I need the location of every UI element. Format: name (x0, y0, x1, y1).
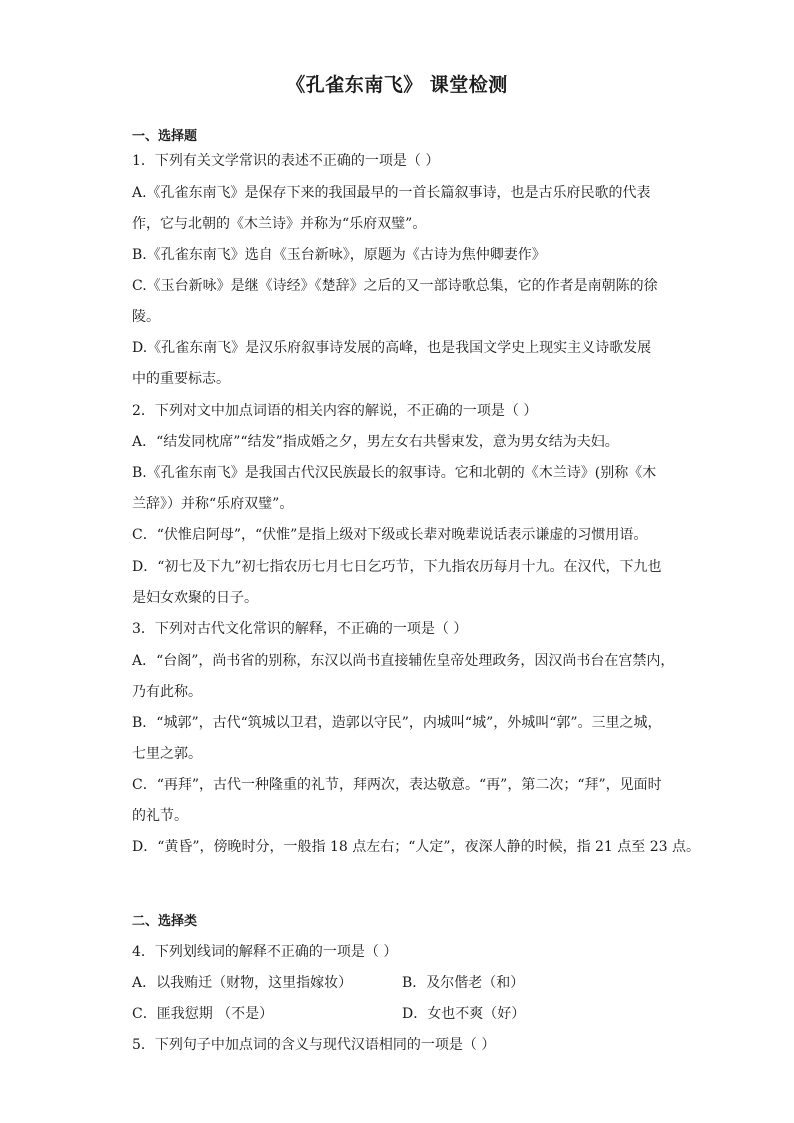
q4-options-row-1 (132, 972, 672, 992)
q2-option-d: D．“初七及下九”初七指农历七月七日乞巧节，下九指农历每月十九。在汉代，下九也 (132, 559, 662, 575)
q3-option-d: D．“黄昏”，傍晚时分，一般指 18 点左右；“人定”，夜深人静的时候，指 21 点至 23 点。 (132, 839, 700, 855)
q4-option-c: C．匪我愆期 （不是） (132, 1006, 274, 1022)
q4-options-row-2 (132, 1003, 672, 1023)
section-heading-choice: 一、选择题 (132, 129, 198, 144)
q3-option-a: A．“台阁”，尚书省的别称，东汉以尚书直接辅佐皇帝处理政务，因汉尚书台在宫禁内， (132, 653, 675, 669)
q4-stem: 4．下列划线词的解释不正确的一项是（ ） (132, 944, 398, 960)
q4-option-d: D．女也不爽（好） (402, 1006, 526, 1022)
q2-option-b-cont: 兰辞》）并称“乐府双璧”。 (132, 496, 294, 512)
q3-option-a-cont: 乃有此称。 (132, 684, 202, 700)
q2-option-a: A．“结发同枕席”“结发”指成婚之夕，男左女右共髻束发，意为男女结为夫妇。 (132, 434, 619, 450)
q2-stem: 2．下列对文中加点词语的相关内容的解说，不正确的一项是（ ） (132, 403, 538, 419)
q3-option-c: C．“再拜”，古代一种隆重的礼节，拜两次，表达敬意。“再”，第二次；“拜”，见面时 (132, 777, 662, 793)
q3-option-c-cont: 的礼节。 (132, 808, 188, 824)
q1-option-c: C.《玉台新咏》是继《诗经》《楚辞》之后的又一部诗歌总集，它的作者是南朝陈的徐 (132, 278, 658, 294)
q1-option-a: A.《孔雀东南飞》是保存下来的我国最早的一首长篇叙事诗，也是古乐府民歌的代表 (132, 185, 651, 201)
q3-option-b-cont: 七里之郭。 (132, 746, 202, 762)
q1-option-b: B.《孔雀东南飞》选自《玉台新咏》，原题为《古诗为焦仲卿妻作》 (132, 247, 546, 263)
q1-option-c-cont: 陵。 (132, 309, 160, 325)
q3-option-b: B．“城郭”，古代“筑城以卫君，造郭以守民”，内城叫“城”，外城叫“郭”。三里之城， (132, 715, 662, 731)
q1-option-d-cont: 中的重要标志。 (132, 371, 230, 387)
q1-option-d: D.《孔雀东南飞》是汉乐府叙事诗发展的高峰，也是我国文学史上现实主义诗歌发展 (132, 340, 652, 356)
q2-option-d-cont: 是妇女欢聚的日子。 (132, 590, 258, 606)
section-heading-choice-type: 二、选择类 (132, 914, 198, 929)
document-title: 《孔雀东南飞》 课堂检测 (286, 74, 508, 96)
q1-option-a-cont: 作，它与北朝的《木兰诗》并称为“乐府双璧”。 (132, 216, 427, 232)
q1-stem: 1．下列有关文学常识的表述不正确的一项是（ ） (132, 153, 440, 169)
q4-option-a: A．以我贿迁（财物，这里指嫁妆） (132, 975, 353, 991)
q5-stem: 5．下列句子中加点词的含义与现代汉语相同的一项是（ ） (132, 1037, 496, 1053)
q2-option-c: C．“伏惟启阿母”，“伏惟”是指上级对下级或长辈对晚辈说话表示谦虚的习惯用语。 (132, 527, 648, 543)
q2-option-b: B.《孔雀东南飞》是我国古代汉民族最长的叙事诗。它和北朝的《木兰诗》(别称《木 (132, 465, 657, 481)
q3-stem: 3．下列对古代文化常识的解释，不正确的一项是（ ） (132, 621, 468, 637)
q4-option-b: B．及尔偕老（和） (402, 975, 525, 991)
